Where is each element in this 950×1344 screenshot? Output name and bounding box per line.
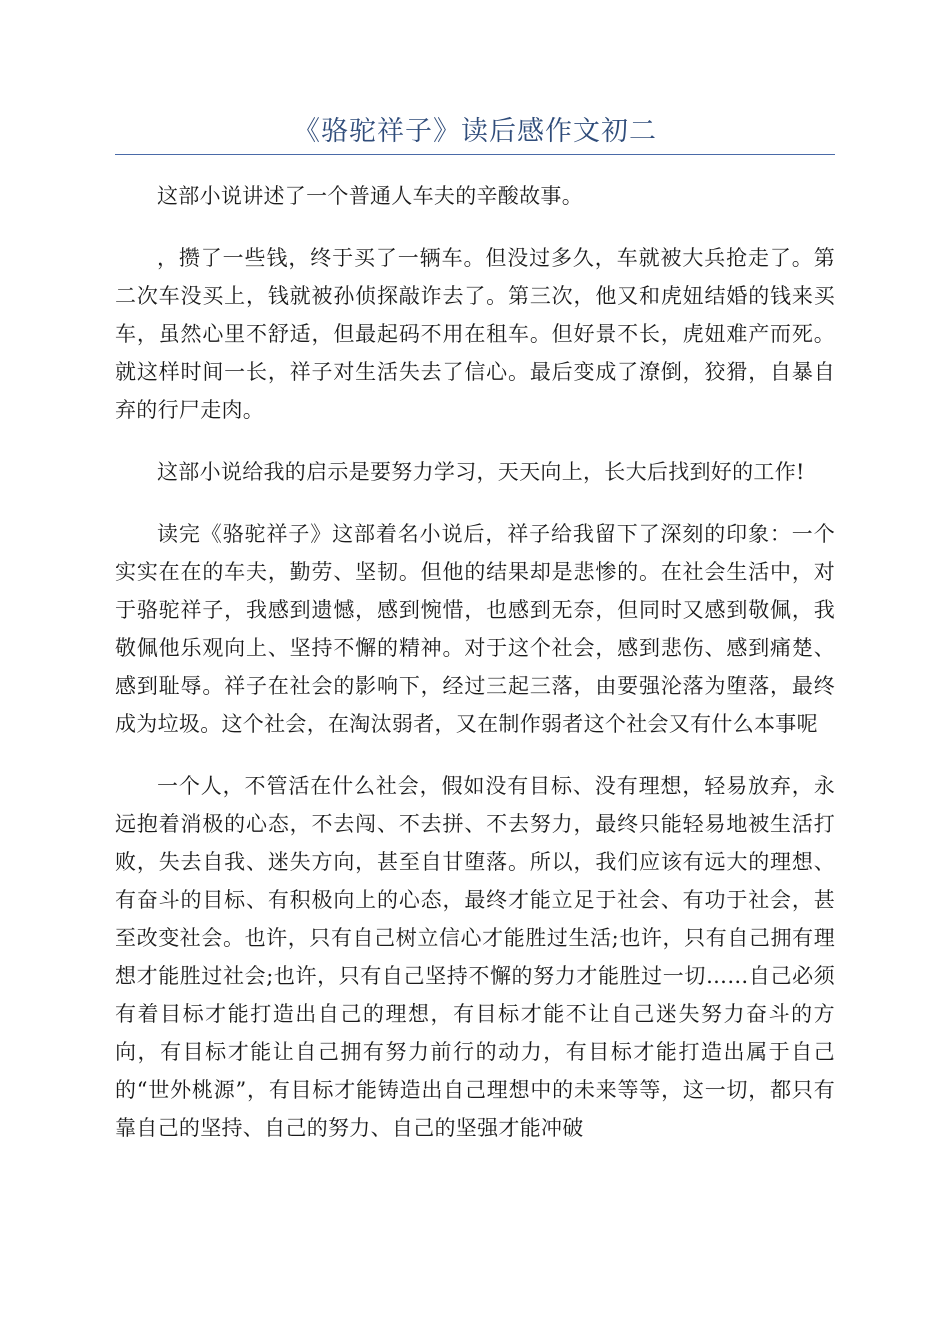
paragraph-4: 读完《骆驼祥子》这部着名小说后，祥子给我留下了深刻的印象：一个实实在在的车夫，勤劳、坚韧。但他的结果却是悲惨的。在社会生活中，对于骆驼祥子，我感到遗憾，感到惋惜，也感到无奈，但同时又感到敬佩，我敬佩他乐观向上、坚持不懈的精神。对于这个社会，感到悲伤、感到痛楚、感到耻辱。祥子在社会的影响下，经过三起三落，由要强沦落为堕落，最终成为垃圾。这个社会，在淘汰弱者，又在制作弱者这个社会又有什么本事呢	[115, 522, 835, 736]
document-title: 《骆驼祥子》读后感作文初二	[293, 116, 657, 147]
paragraph-2: ，攒了一些钱，终于买了一辆车。但没过多久，车就被大兵抢走了。第二次车没买上，钱就被孙侦探敲诈去了。第三次，他又和虎妞结婚的钱来买车，虽然心里不舒适，但最起码不用在租车。但好景不长，虎妞难产而死。就这样时间一长，祥子对生活失去了信心。最后变成了潦倒，狡猾，自暴自弃的行尸走肉。	[115, 246, 835, 422]
paragraph-5: 一个人，不管活在什么社会，假如没有目标、没有理想，轻易放弃，永远抱着消极的心态，不去闯、不去拼、不去努力，最终只能轻易地被生活打败，失去自我、迷失方向，甚至自甘堕落。所以，我们应该有远大的理想、有奋斗的目标、有积极向上的心态，最终才能立足于社会、有功于社会，甚至改变社会。也许，只有自己树立信心才能胜过生活;也许，只有自己拥有理想才能胜过社会;也许，只有自己坚持不懈的努力才能胜过一切……自己必须有着目标才能打造出自己的理想，有目标才能不让自己迷失努力奋斗的方向，有目标才能让自己拥有努力前行的动力，有目标才能打造出属于自己的“世外桃源”，有目标才能铸造出自己理想中的未来等等，这一切，都只有靠自己的坚持、自己的努力、自己的坚强才能冲破	[115, 774, 835, 1140]
paragraph-3: 这部小说给我的启示是要努力学习，天天向上，长大后找到好的工作!	[157, 460, 805, 484]
document-body	[115, 177, 835, 1171]
paragraph-1: 这部小说讲述了一个普通人车夫的辛酸故事。	[157, 184, 583, 208]
title-underline	[115, 154, 835, 155]
